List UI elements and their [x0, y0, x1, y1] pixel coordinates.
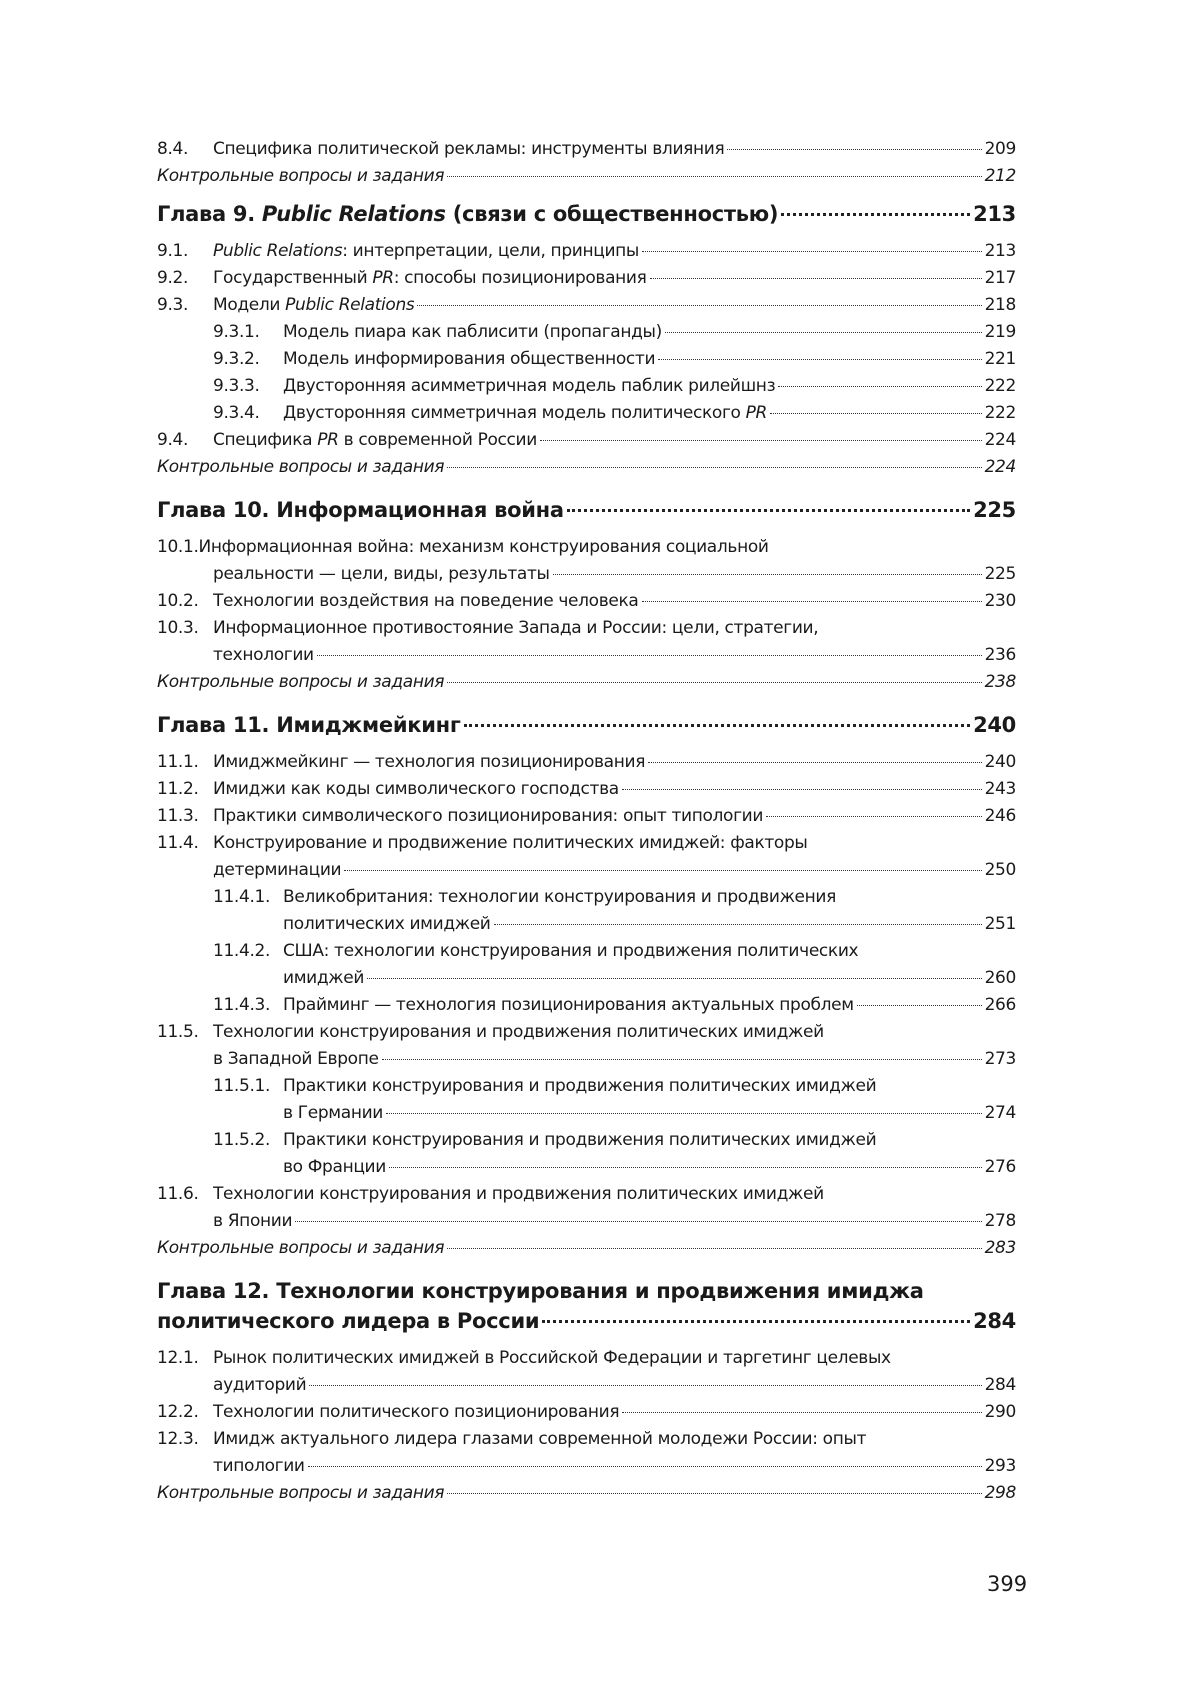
toc-page-number: 283 — [984, 1238, 1016, 1258]
dot-leader — [417, 304, 981, 306]
toc-page-number: 284 — [973, 1309, 1016, 1333]
toc-entry-title: реальности — цели, виды, результаты — [213, 564, 550, 584]
toc-section-entry — [157, 749, 1016, 776]
toc-entry-number: 11.1. — [157, 752, 199, 772]
dot-leader — [317, 654, 982, 656]
toc-section-entry — [157, 1019, 1016, 1046]
toc-section-entry — [157, 1426, 1016, 1453]
toc-review-questions-entry — [157, 1235, 1016, 1262]
toc-entry-continuation — [157, 642, 1016, 669]
dot-leader — [622, 1411, 981, 1413]
dot-leader — [553, 573, 982, 575]
toc-section-entry — [157, 136, 1016, 163]
toc-entry-number: 11.4. — [157, 833, 199, 853]
toc-subsection-entry — [157, 373, 1016, 400]
toc-entry-number: 11.4.2. — [213, 941, 271, 961]
toc-entry-title — [213, 265, 647, 292]
dot-leader — [567, 508, 970, 512]
dot-leader — [770, 412, 982, 414]
toc-entry-title: Практики символического позиционирования: опыт типологии — [213, 806, 764, 826]
toc-entry-title: политического лидера в России — [157, 1309, 540, 1333]
toc-subsection-entry — [157, 992, 1016, 1019]
dot-leader — [389, 1166, 982, 1168]
dot-leader — [648, 761, 982, 763]
toc-page-number: 240 — [984, 752, 1016, 772]
toc-page-number: 293 — [984, 1456, 1016, 1476]
toc-title-part: : способы позиционирования — [393, 268, 647, 288]
toc-entry-title: Модель пиара как паблисити (пропаганды) — [283, 322, 662, 342]
toc-entry-number: 11.2. — [157, 779, 199, 799]
toc-title-part: Государственный — [213, 268, 373, 288]
toc-entry-number: 10.3. — [157, 618, 199, 638]
toc-page-number: 260 — [984, 968, 1016, 988]
dot-leader — [665, 331, 982, 333]
toc-entry-title: Глава 11. Имиджмейкинг — [157, 713, 461, 737]
toc-page-number: 274 — [984, 1103, 1016, 1123]
toc-page-number: 251 — [984, 914, 1016, 934]
toc-entry-number: 10.1. — [157, 537, 199, 557]
toc-entry-title: аудиторий — [213, 1375, 307, 1395]
toc-title-italic-part: PR — [372, 268, 394, 288]
toc-entry-title: Практики конструирования и продвижения политических имиджей — [283, 1130, 877, 1150]
toc-entry-number: 12.1. — [157, 1348, 199, 1368]
toc-page-number: 238 — [984, 672, 1016, 692]
toc-entry-continuation — [157, 1154, 1016, 1181]
toc-entry-title: Технологии воздействия на поведение человека — [213, 591, 639, 611]
dot-leader — [386, 1112, 982, 1114]
toc-page-number: 209 — [984, 139, 1016, 159]
dot-leader — [540, 439, 982, 441]
toc-entry-number: 8.4. — [157, 139, 189, 159]
toc-entry-number: 11.5. — [157, 1022, 199, 1042]
toc-entry-continuation — [157, 965, 1016, 992]
toc-entry-title — [213, 427, 537, 454]
toc-chapter-heading-continuation — [157, 1306, 1016, 1336]
toc-chapter-heading — [157, 495, 1016, 525]
toc-chapter-heading — [157, 1276, 1016, 1306]
toc-entry-title: США: технологии конструирования и продвижения политических — [283, 941, 859, 961]
toc-page-number: 290 — [984, 1402, 1016, 1422]
toc-entry-title: Контрольные вопросы и задания — [157, 1483, 445, 1503]
dot-leader — [542, 1319, 970, 1323]
toc-page-number: 213 — [973, 202, 1016, 226]
toc-entry-number: 11.4.1. — [213, 887, 271, 907]
toc-entry-number: 12.3. — [157, 1429, 199, 1449]
toc-chapter-heading — [157, 710, 1016, 740]
toc-title-italic-part: Public Relations — [261, 202, 446, 226]
toc-section-entry — [157, 1345, 1016, 1372]
dot-leader — [367, 977, 982, 979]
toc-title-italic-part: Public Relations — [213, 241, 343, 261]
toc-entry-number: 11.5.2. — [213, 1130, 271, 1150]
dot-leader — [309, 1384, 981, 1386]
toc-title-italic-part: PR — [317, 430, 339, 450]
toc-entry-number: 9.4. — [157, 430, 189, 450]
toc-entry-number: 9.3. — [157, 295, 189, 315]
toc-entry-title: Технологии конструирования и продвижения политических имиджей — [213, 1184, 824, 1204]
dot-leader — [382, 1058, 982, 1060]
toc-entry-title: Имиджмейкинг — технология позиционирования — [213, 752, 646, 772]
toc-page-number: 250 — [984, 860, 1016, 880]
dot-leader — [650, 277, 982, 279]
toc-entry-title: Рынок политических имиджей в Российской Федерации и таргетинг целевых — [213, 1348, 891, 1368]
toc-entry-number: 11.6. — [157, 1184, 199, 1204]
toc-page-number: 222 — [984, 376, 1016, 396]
dot-leader — [447, 466, 981, 468]
toc-entry-number: 12.2. — [157, 1402, 199, 1422]
toc-entry-title: Имиджи как коды символического господства — [213, 779, 619, 799]
toc-entry-number: 11.3. — [157, 806, 199, 826]
toc-entry-title: Технологии конструирования и продвижения политических имиджей — [213, 1022, 824, 1042]
toc-section-entry — [157, 534, 1016, 561]
toc-section-entry — [157, 588, 1016, 615]
toc-page-number: 225 — [973, 498, 1016, 522]
toc-entry-title: Глава 12. Технологии конструирования и продвижения имиджа — [157, 1279, 924, 1303]
toc-page-number: 221 — [984, 349, 1016, 369]
toc-entry-title: детерминации — [213, 860, 342, 880]
toc-entry-title: в Германии — [283, 1103, 383, 1123]
toc-page-number: 212 — [984, 166, 1016, 186]
toc-section-entry — [157, 830, 1016, 857]
toc-page-number: 278 — [984, 1211, 1016, 1231]
toc-page-number: 230 — [984, 591, 1016, 611]
toc-entry-title: Великобритания: технологии конструирования и продвижения — [283, 887, 837, 907]
toc-section-entry — [157, 427, 1016, 454]
toc-page-number: 217 — [984, 268, 1016, 288]
toc-title-italic-part: Public Relations — [285, 295, 415, 315]
toc-entry-title: Практики конструирования и продвижения политических имиджей — [283, 1076, 877, 1096]
toc-section-entry — [157, 1399, 1016, 1426]
toc-subsection-entry — [157, 346, 1016, 373]
toc-page-number: 284 — [984, 1375, 1016, 1395]
toc-entry-title: во Франции — [283, 1157, 386, 1177]
toc-entry-number: 9.2. — [157, 268, 189, 288]
toc-section-entry — [157, 776, 1016, 803]
dot-leader — [447, 175, 981, 177]
toc-entry-number: 9.3.1. — [213, 322, 260, 342]
toc-page-number: 243 — [984, 779, 1016, 799]
toc-entry-title: Информационное противостояние Запада и России: цели, стратегии, — [213, 618, 819, 638]
dot-leader — [642, 250, 982, 252]
toc-title-part: (связи с общественностью) — [445, 202, 779, 226]
dot-leader — [308, 1465, 982, 1467]
toc-entry-title: Глава 10. Информационная война — [157, 498, 564, 522]
toc-subsection-entry — [157, 938, 1016, 965]
toc-entry-number: 9.1. — [157, 241, 189, 261]
toc-entry-title: политических имиджей — [283, 914, 491, 934]
toc-entry-number: 9.3.3. — [213, 376, 260, 396]
toc-entry-title: технологии — [213, 645, 314, 665]
toc-entry-title: Контрольные вопросы и задания — [157, 672, 445, 692]
toc-entry-number: 11.4.3. — [213, 995, 271, 1015]
toc-chapter-heading — [157, 199, 1016, 229]
dot-leader — [494, 923, 982, 925]
toc-entry-number: 9.3.2. — [213, 349, 260, 369]
page-number: 399 — [987, 1572, 1028, 1596]
toc-page-number: 218 — [984, 295, 1016, 315]
toc-entry-continuation — [157, 561, 1016, 588]
toc-title-part: Глава 9. — [157, 202, 262, 226]
toc-title-italic-part: PR — [745, 403, 768, 423]
dot-leader — [447, 681, 981, 683]
dot-leader — [658, 358, 981, 360]
toc-entry-title: в Японии — [213, 1211, 293, 1231]
toc-entry-title: Конструирование и продвижение политических имиджей: факторы — [213, 833, 808, 853]
dot-leader — [781, 212, 970, 216]
toc-entry-title: Технологии политического позиционирования — [213, 1402, 620, 1422]
toc-page-number: 276 — [984, 1157, 1016, 1177]
toc-entry-number: 10.2. — [157, 591, 199, 611]
toc-review-questions-entry — [157, 1480, 1016, 1507]
toc-entry-title — [157, 199, 778, 229]
toc-section-entry — [157, 292, 1016, 319]
toc-entry-title: Имидж актуального лидера глазами современной молодежи России: опыт — [213, 1429, 867, 1449]
toc-title-part: в современной России — [338, 430, 537, 450]
toc-page-number: 225 — [984, 564, 1016, 584]
toc-entry-title: имиджей — [283, 968, 365, 988]
dot-leader — [464, 723, 971, 727]
toc-entry-title: Контрольные вопросы и задания — [157, 166, 445, 186]
toc-page-number: 240 — [973, 713, 1016, 737]
toc-entry-title — [283, 400, 767, 427]
toc-entry-title: Модель информирования общественности — [283, 349, 656, 369]
dot-leader — [447, 1247, 981, 1249]
toc-entry-continuation — [157, 1208, 1016, 1235]
toc-review-questions-entry — [157, 163, 1016, 190]
toc-entry-continuation — [157, 1046, 1016, 1073]
toc-subsection-entry — [157, 1073, 1016, 1100]
toc-entry-title: Контрольные вопросы и задания — [157, 1238, 445, 1258]
toc-page-number: 213 — [984, 241, 1016, 261]
toc-title-part: Модели — [213, 295, 286, 315]
toc-entry-number: 9.3.4. — [213, 403, 260, 423]
toc-entry-title: Специфика политической рекламы: инструменты влияния — [213, 139, 725, 159]
dot-leader — [778, 385, 981, 387]
dot-leader — [295, 1220, 981, 1222]
toc-page-number: 246 — [984, 806, 1016, 826]
toc-title-part: Двусторонняя симметричная модель политического — [283, 403, 746, 423]
dot-leader — [857, 1004, 982, 1006]
toc-entry-title: типологии — [213, 1456, 305, 1476]
toc-section-entry — [157, 238, 1016, 265]
toc-review-questions-entry — [157, 669, 1016, 696]
toc-entry-title: Контрольные вопросы и задания — [157, 457, 445, 477]
toc-page-number: 219 — [984, 322, 1016, 342]
toc-entry-title: Информационная война: механизм конструирования социальной — [198, 537, 769, 557]
toc-entry-title — [213, 238, 639, 265]
dot-leader — [622, 788, 982, 790]
toc-page-number: 273 — [984, 1049, 1016, 1069]
toc-entry-continuation — [157, 1100, 1016, 1127]
toc-page-number: 266 — [984, 995, 1016, 1015]
dot-leader — [642, 600, 982, 602]
toc-entry-continuation — [157, 857, 1016, 884]
toc-entry-continuation — [157, 1372, 1016, 1399]
toc-review-questions-entry — [157, 454, 1016, 481]
dot-leader — [344, 869, 981, 871]
toc-title-part: Специфика — [213, 430, 318, 450]
toc-page-number: 236 — [984, 645, 1016, 665]
toc-entry-title — [213, 292, 414, 319]
toc-section-entry — [157, 803, 1016, 830]
toc-subsection-entry — [157, 319, 1016, 346]
toc-entry-continuation — [157, 1453, 1016, 1480]
toc-page-number: 224 — [984, 457, 1016, 477]
toc-subsection-entry — [157, 1127, 1016, 1154]
toc-subsection-entry — [157, 884, 1016, 911]
dot-leader — [447, 1492, 981, 1494]
toc-section-entry — [157, 265, 1016, 292]
toc-entry-title: в Западной Европе — [213, 1049, 379, 1069]
toc-page-number: 224 — [984, 430, 1016, 450]
toc-entry-number: 11.5.1. — [213, 1076, 271, 1096]
toc-entry-title: Прайминг — технология позиционирования актуальных проблем — [283, 995, 854, 1015]
toc-page-number: 222 — [984, 403, 1016, 423]
toc-page-number: 298 — [984, 1483, 1016, 1503]
dot-leader — [727, 148, 981, 150]
toc-section-entry — [157, 615, 1016, 642]
toc-title-part: : интерпретации, цели, принципы — [342, 241, 639, 261]
toc-entry-title: Двусторонняя асимметричная модель паблик рилейшнз — [283, 376, 776, 396]
toc-entry-continuation — [157, 911, 1016, 938]
dot-leader — [766, 815, 982, 817]
toc-section-entry — [157, 1181, 1016, 1208]
table-of-contents — [157, 136, 1016, 1507]
toc-subsection-entry — [157, 400, 1016, 427]
